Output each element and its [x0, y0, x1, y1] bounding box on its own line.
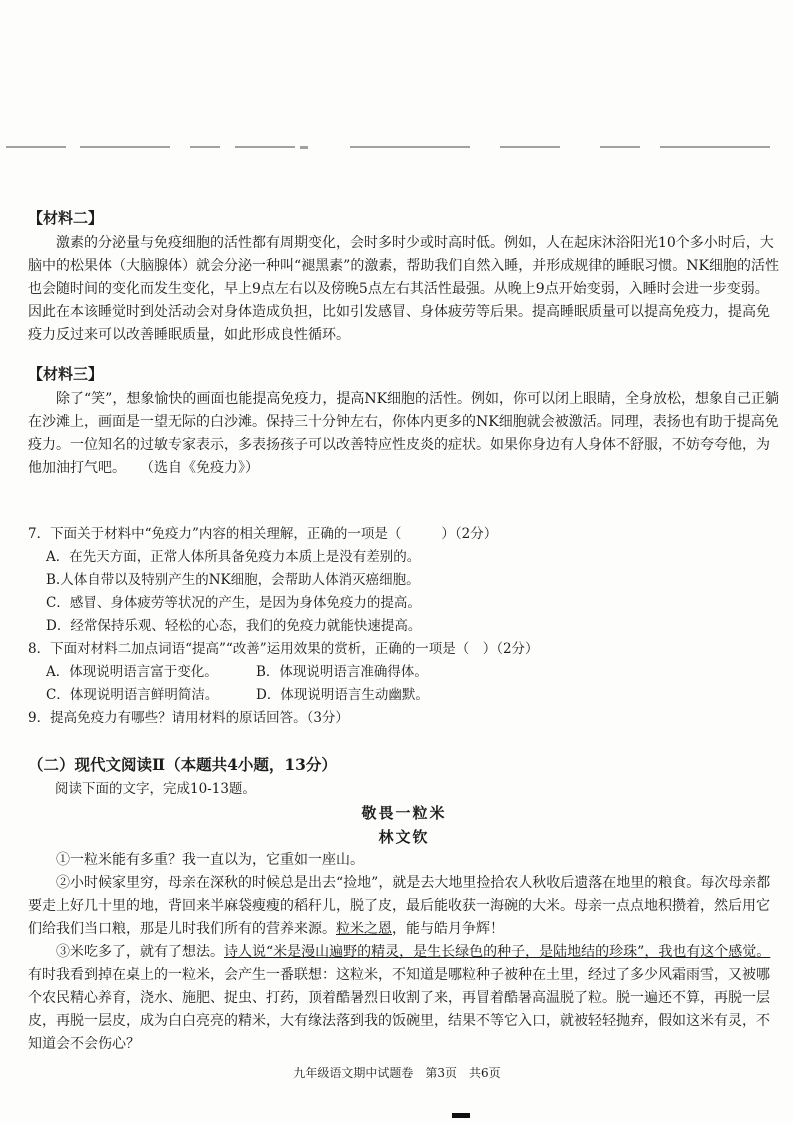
question-seven-option-d: D．经常保持乐观、轻松的心态，我们的免疫力就能快速提高。 [46, 618, 422, 634]
question-eight-stem: 8．下面对材料二加点词语“提高”“改善”运用效果的赏析，正确的一项是（ ）（2分） [28, 641, 539, 657]
scan-artifact-line [300, 146, 308, 149]
question-seven-stem-end: ）（2分） [441, 526, 498, 542]
article-paragraph-3 [28, 941, 780, 1056]
question-eight-option-c: C．体现说明语言鲜明简洁。 [46, 687, 219, 703]
article-paragraph-3-underlined: 诗人说“米是漫山遍野的精灵，是生长绿色的种子，是陆地结的珍珠”，我也有这个感觉。 [224, 944, 771, 960]
question-eight-option-d: D．体现说明语言生动幽默。 [256, 687, 429, 703]
article-paragraph-2 [28, 872, 780, 941]
article-paragraph-2-text: ②小时候家里穷，母亲在深秋的时候总是出去“捡地”，就是去大地里捡拾农人秋收后遗落在地里的粮食。每次母亲都要走上好几十里的地，背回来半麻袋瘦瘦的稻秆儿，脱了皮，最后能收获一海碗的大米。母亲一点点地积攒着，然后用它们给我们当口粮，那是儿时我们所有的营养来源。 [28, 875, 771, 937]
article-paragraph-2-underlined: 粒米之恩 [336, 921, 392, 937]
article-author: 林文钦 [378, 828, 430, 846]
question-seven-option-a: A．在先天方面，正常人体所具备免疫力本质上是没有差别的。 [46, 549, 421, 565]
section-two-instruction: 阅读下面的文字，完成10-13题。 [55, 781, 256, 797]
scan-artifact-line [660, 146, 770, 148]
article-title: 敬畏一粒米 [361, 804, 447, 822]
question-nine-stem: 9．提高免疫力有哪些？请用材料的原话回答。（3分） [28, 710, 349, 726]
article-paragraph-1: ①一粒米能有多重？我一直以为，它重如一座山。 [56, 852, 364, 868]
material-three-paragraph [28, 388, 780, 480]
material-three-text: 除了“笑”，想象愉快的画面也能提高免疫力，提高NK细胞的活性。例如，你可以闭上眼睛，全身放松，想象自己正躺在沙滩上，画面是一望无际的白沙滩。保持三十分钟左右，你体内更多的NK细胞就会被激活。同理，表扬也有助于提高免疫力。一位知名的过敏专家表示，多表扬孩子可以改善特应性皮炎的症状。如果你身边有人身体不舒服，不妨夸夸他，为他加油打气吧。 [28, 391, 780, 476]
question-nine [28, 707, 780, 730]
scan-artifact-line [600, 146, 640, 148]
material-two-heading: 【材料二】 [28, 209, 104, 227]
question-eight-options-row [28, 684, 780, 707]
article-paragraph-3-start: ③米吃多了，就有了想法。 [56, 944, 224, 960]
question-seven-option-c: C．感冒、身体疲劳等状况的产生，是因为身体免疫力的提高。 [46, 595, 421, 611]
article-paragraph-3-rest: 有时我看到掉在桌上的一粒米，会产生一番联想：这粒米，不知道是哪粒种子被种在土里，经过了多少风霜雨雪，又被哪个农民精心养育，浇水、施肥、捉虫、打药，顶着酷暑烈日收割了来，再冒着酷暑高温脱了粒。脱一遍还不算，再脱一层皮，再脱一层皮，成为白白亮亮的精米，大有缘法落到我的饭碗里，结果不等它入口，就被轻轻抛弃，假如这米有灵，不知道会不会伤心？ [28, 967, 770, 1052]
question-seven-stem-start: 7．下面关于材料中“免疫力”内容的相关理解，正确的一项是（ [28, 526, 402, 542]
scan-artifact-line [80, 146, 170, 148]
section-two [28, 752, 780, 1056]
material-three-source: （选自《免疫力》） [147, 460, 259, 476]
scan-artifact-line [500, 146, 560, 148]
question-eight-option-a: A．体现说明语言富于变化。 [46, 664, 218, 680]
material-two-paragraph: 激素的分泌量与免疫细胞的活性都有周期变化，会时多时少或时高时低。例如，人在起床沐浴阳光10个多小时后，大脑中的松果体（大脑腺体）就会分泌一种叫“褪黑素”的激素，帮助我们自然入睡，并形成规律的睡眠习惯。NK细胞的活性也会随时间的变化而发生变化，早上9点左右以及傍晚5点左右其活性最强。从晚上9点开始变弱，入睡时会进一步变弱。因此在本该睡觉时到处活动会对身体造成负担，比如引发感冒、身体疲劳等后果。提高睡眠质量可以提高免疫力，提高免疫力反过来可以改善睡眠质量，如此形成良性循环。 [28, 235, 780, 343]
question-seven-stem [28, 523, 780, 546]
page-footer: 九年级语文期中试题卷 第3页 共6页 [293, 1066, 501, 1080]
scan-artifact-line [190, 146, 220, 148]
article-paragraph-2-end: ，能与皓月争辉！ [392, 921, 504, 937]
question-seven-option-b: B.人体自带以及特别产生的NK细胞，会帮助人体消灭癌细胞。 [46, 572, 420, 588]
question-eight-option-b: B．体现说明语言准确得体。 [256, 664, 428, 680]
scan-artifact-line [350, 146, 470, 148]
scan-artifact-mark [452, 1113, 470, 1118]
question-seven [28, 523, 780, 638]
material-three-heading: 【材料三】 [28, 365, 104, 383]
question-eight [28, 638, 780, 707]
section-two-title: （二）现代文阅读Ⅱ（本题共4小题，13分） [28, 755, 337, 774]
scan-artifact-line [235, 146, 295, 148]
scan-artifact-line [6, 146, 66, 148]
question-eight-options-row [28, 661, 780, 684]
material-three [28, 362, 780, 480]
material-two [28, 206, 780, 347]
